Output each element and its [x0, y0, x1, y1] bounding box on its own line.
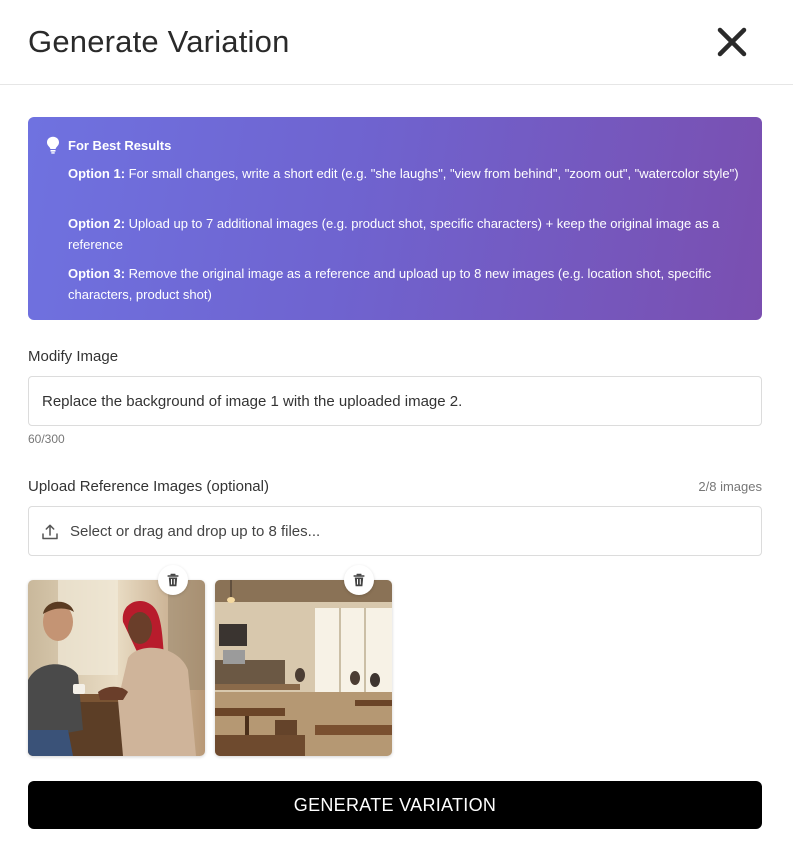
trash-icon [166, 573, 180, 587]
reference-image-1 [28, 580, 205, 756]
upload-label: Upload Reference Images (optional) [28, 478, 269, 495]
tips-title: For Best Results [68, 137, 172, 153]
close-button[interactable] [712, 22, 752, 62]
close-icon [712, 22, 752, 62]
delete-image-1-button[interactable] [158, 565, 188, 595]
tip-option-2: Option 2: Upload up to 7 additional images (e.g. product shot, specific characters) + keep the original image as a reference [68, 216, 720, 252]
generate-variation-button[interactable]: GENERATE VARIATION [28, 781, 762, 829]
couple-in-cafe-photo [28, 580, 205, 756]
tip-option-3: Option 3: Remove the original image as a reference and upload up to 8 new images (e.g. location shot, specific characters, product shot) [68, 266, 712, 302]
character-counter: 60/300 [28, 432, 65, 446]
reference-image-2 [215, 580, 392, 756]
lightbulb-icon [46, 136, 60, 154]
tips-heading [46, 136, 171, 154]
delete-image-2-button[interactable] [344, 565, 374, 595]
dialog-title: Generate Variation [28, 24, 290, 59]
modify-image-label: Modify Image [28, 348, 119, 365]
best-results-panel [28, 117, 762, 320]
upload-icon [41, 523, 59, 541]
dialog-header [0, 0, 793, 85]
file-dropzone[interactable] [28, 506, 762, 556]
trash-icon [352, 573, 366, 587]
modify-prompt-value: Replace the background of image 1 with the uploaded image 2. [42, 393, 463, 410]
modify-prompt-input[interactable] [28, 376, 762, 426]
image-count: 2/8 images [698, 479, 762, 494]
dropzone-text: Select or drag and drop up to 8 files... [70, 523, 321, 540]
tip-option-1: Option 1: For small changes, write a short edit (e.g. "she laughs", "view from behind", "zoom out", "watercolor style") [68, 166, 739, 181]
empty-cafe-interior-photo [215, 580, 392, 756]
